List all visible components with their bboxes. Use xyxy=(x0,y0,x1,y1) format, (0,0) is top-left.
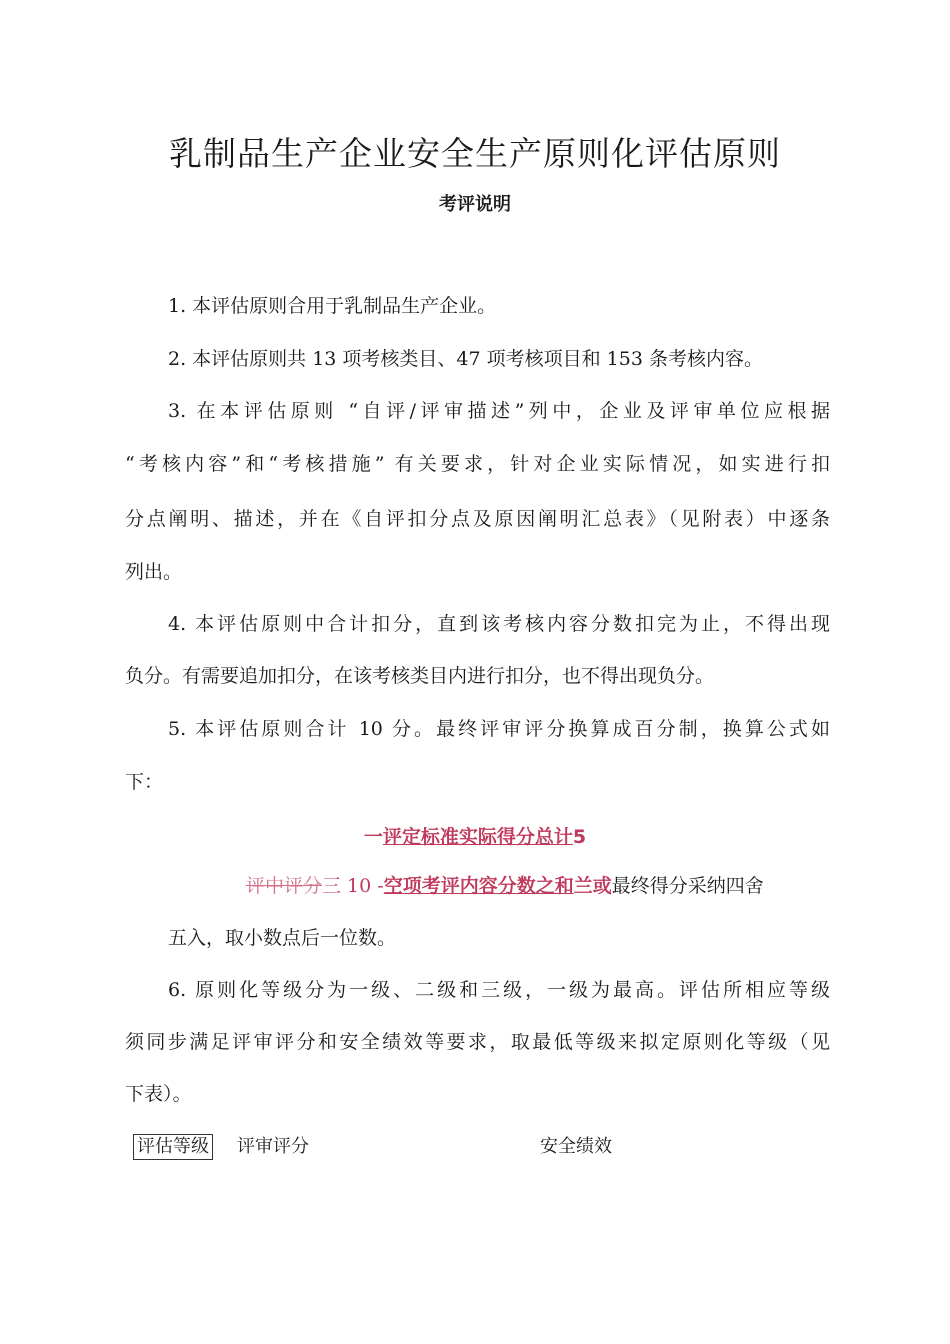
item-4-line-1: 4. 本评估原则中合计扣分，直到该考核内容分数扣完为止，不得出现 xyxy=(168,613,830,635)
item-3-line-2: “考核内容”和“考核措施” 有关要求，针对企业实际情况，如实进行扣 xyxy=(125,453,830,475)
formula-deleted-text: 评中评分 xyxy=(246,875,323,897)
formula-rounding-line-2: 五入，取小数点后一位数。 xyxy=(168,927,397,949)
formula-divisor: 5 xyxy=(572,826,587,848)
item-6-line-3: 下表）。 xyxy=(125,1083,192,1105)
formula-base: 三 10 - xyxy=(322,875,384,897)
formula-rounding-text: 最终得分采纳四舍 xyxy=(611,875,764,897)
item-1: 1. 本评估原则合用于乳制品生产企业。 xyxy=(168,295,497,317)
page-title: 乳制品生产企业安全生产原则化评估原则 xyxy=(169,134,781,173)
item-6-line-1: 6. 原则化等级分为一级、二级和三级，一级为最高。评估所相应等级 xyxy=(168,979,830,1001)
table-header-safety: 安全绩效 xyxy=(540,1136,612,1157)
item-5-line-2: 下： xyxy=(125,771,164,793)
formula-numerator-text: 评定标准实际得分总计 xyxy=(382,826,573,848)
table-header-grade: 评估等级 xyxy=(133,1134,213,1160)
formula-dash: 一 xyxy=(363,826,383,848)
item-6-line-2: 须同步满足评审评分和安全绩效等要求，取最低等级来拟定原则化等级（见 xyxy=(125,1031,830,1053)
item-4-line-2: 负分。有需要追加扣分，在该考核类目内进行扣分，也不得出现负分。 xyxy=(125,665,715,687)
item-2: 2. 本评估原则共 13 项考核类目、47 项考核项目和 153 条考核内容。 xyxy=(168,348,763,370)
item-3-line-3: 分点阐明、描述，并在《自评扣分点及原因阐明汇总表》（见附表）中逐条 xyxy=(125,508,830,530)
table-header-score: 评审评分 xyxy=(237,1136,309,1157)
formula-denominator-text: 空项考评内容分数之和 xyxy=(383,875,574,897)
item-3-line-1: 3. 在本评估原则 “自评/评审描述”列中，企业及评审单位应根据 xyxy=(168,400,830,422)
formula-denominator xyxy=(246,873,830,899)
item-5-line-1: 5. 本评估原则合计 10 分。最终评审评分换算成百分制，换算公式如 xyxy=(168,718,830,740)
formula-numerator xyxy=(0,822,950,849)
item-3-line-4: 列出。 xyxy=(125,561,183,583)
page-subtitle: 考评说明 xyxy=(439,194,511,215)
formula-symbol: 兰或 xyxy=(573,875,612,897)
grade-table-header xyxy=(133,1134,833,1164)
